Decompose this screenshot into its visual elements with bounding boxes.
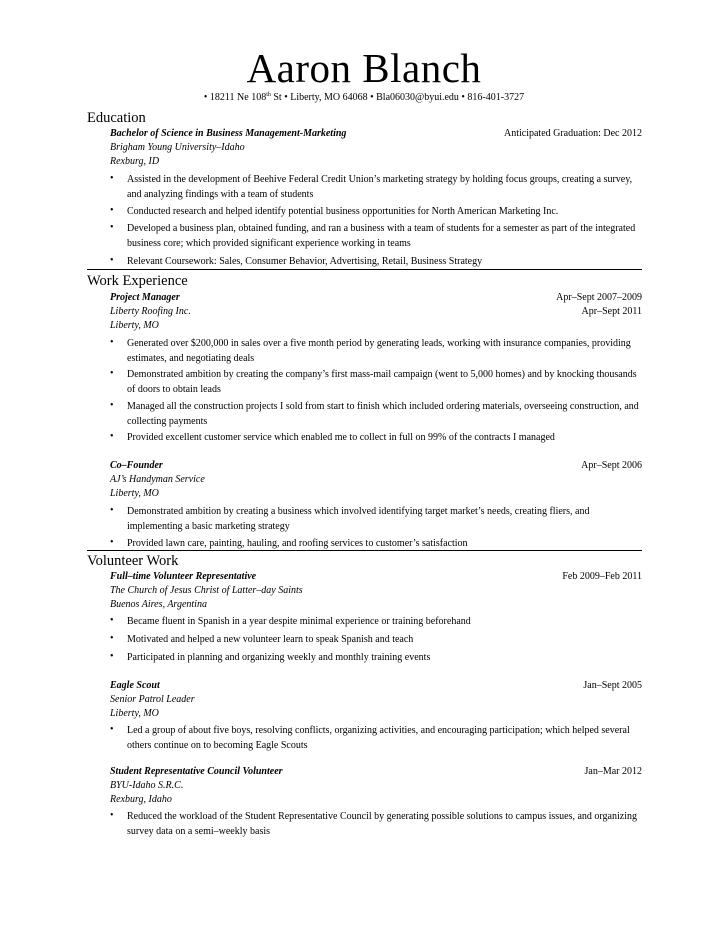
job-title: Co–Founder <box>110 460 163 471</box>
section-divider <box>87 269 642 270</box>
job-date: Apr–Sept 2007–2009 <box>556 292 642 303</box>
degree-name: Bachelor of Science in Business Management-Marketing <box>110 128 347 139</box>
job-bullet: • Generated over $200,000 in sales over a five month period by generating leads, working with insurance companies, providing estimates, and negotiating deals <box>110 337 631 364</box>
education-heading: Education <box>87 110 146 126</box>
contact-ordinal-suffix: th <box>266 92 271 98</box>
role-bullet: • Motivated and helped a new volunteer learn to speak Spanish and teach <box>110 633 414 645</box>
bullet-dot-icon: • <box>110 724 114 735</box>
job-bullet: • Demonstrated ambition by creating the company’s first mass-mail campaign (went to 5,000 homes) and by knocking thousands of doors to obtain leads <box>110 368 637 395</box>
job-bullet: • Managed all the construction projects I sold from start to finish which included ordering materials, overseeing construction, and collecting payments <box>110 400 639 427</box>
school-location: Rexburg, ID <box>110 156 160 167</box>
bullet-dot-icon: • <box>110 400 114 411</box>
school-name: Brigham Young University–Idaho <box>110 142 245 153</box>
bullet-dot-icon: • <box>110 173 114 184</box>
role-title-row <box>110 570 642 583</box>
job-title: Project Manager <box>110 292 180 303</box>
bullet-dot-icon: • <box>110 810 114 821</box>
job-bullet: • Demonstrated ambition by creating a business which involved identifying target market’s needs, creating fliers, and implementing a basic marketing strategy <box>110 505 590 532</box>
job-location: Liberty, MO <box>110 320 159 331</box>
bullet-dot-icon: • <box>110 505 114 516</box>
role-location: Liberty, MO <box>110 708 159 719</box>
job-location: Liberty, MO <box>110 488 159 499</box>
job-date: Apr–Sept 2006 <box>581 460 642 471</box>
contact-line <box>0 92 728 104</box>
education-bullet: • Conducted research and helped identify potential business opportunities for North American Marketing Inc. <box>110 205 559 217</box>
bullet-dot-icon: • <box>110 222 114 233</box>
role-bullet: • Participated in planning and organizing weekly and monthly training events <box>110 651 431 663</box>
role-date: Jan–Mar 2012 <box>584 766 642 777</box>
role-date: Jan–Sept 2005 <box>583 680 642 691</box>
candidate-name: Aaron Blanch <box>246 45 482 91</box>
bullet-dot-icon: • <box>110 255 114 266</box>
role-org: The Church of Jesus Christ of Latter–day Saints <box>110 585 303 596</box>
contact-address-start: • 18211 Ne 108 <box>203 92 267 103</box>
role-date: Feb 2009–Feb 2011 <box>562 571 642 582</box>
job-org: Liberty Roofing Inc. <box>110 306 191 317</box>
role-org: Senior Patrol Leader <box>110 694 195 705</box>
role-location: Buenos Aires, Argentina <box>110 599 207 610</box>
role-org: BYU-Idaho S.R.C. <box>110 780 184 791</box>
bullet-dot-icon: • <box>110 431 114 442</box>
job-bullet: • Provided lawn care, painting, hauling, and roofing services to customer’s satisfaction <box>110 537 468 549</box>
role-title-row <box>110 679 642 692</box>
education-bullet: • Relevant Coursework: Sales, Consumer Behavior, Advertising, Retail, Business Strategy <box>110 255 483 267</box>
education-bullet: • Developed a business plan, obtained funding, and ran a business with a team of students for a semester as part of the integrated business core; which provided significant experience working in teams <box>110 222 636 249</box>
volunteer-heading: Volunteer Work <box>87 553 179 569</box>
education-bullet: • Assisted in the development of Beehive Federal Credit Union’s marketing strategy by holding focus groups, creating a survey, and analyzing findings with a team of students <box>110 173 633 200</box>
role-title: Eagle Scout <box>110 680 160 691</box>
work-heading: Work Experience <box>87 273 188 289</box>
role-bullet: • Became fluent in Spanish in a year despite minimal experience or training beforehand <box>110 615 471 627</box>
job-date-secondary: Apr–Sept 2011 <box>581 306 642 317</box>
role-bullet: • Led a group of about five boys, resolving conflicts, organizing activities, and encouraging participation; which helped several others continue on to becoming Eagle Scouts <box>110 724 630 751</box>
role-title: Full–time Volunteer Representative <box>110 571 257 582</box>
contact-rest: St • Liberty, MO 64068 • Bla06030@byui.edu • 816-401-3727 <box>270 92 525 103</box>
bullet-dot-icon: • <box>110 337 114 348</box>
job-org: AJ’s Handyman Service <box>110 474 205 485</box>
job-bullet: • Provided excellent customer service which enabled me to collect in full on 99% of the contracts I managed <box>110 431 555 443</box>
graduation-date: Anticipated Graduation: Dec 2012 <box>503 128 642 139</box>
role-location: Rexburg, Idaho <box>110 794 172 805</box>
bullet-dot-icon: • <box>110 651 114 662</box>
job-title-row <box>110 459 642 472</box>
bullet-dot-icon: • <box>110 633 114 644</box>
bullet-dot-icon: • <box>110 537 114 548</box>
role-title-row <box>110 765 642 778</box>
bullet-dot-icon: • <box>110 615 114 626</box>
bullet-dot-icon: • <box>110 368 114 379</box>
bullet-dot-icon: • <box>110 205 114 216</box>
role-title: Student Representative Council Volunteer <box>110 766 283 777</box>
job-title-row <box>110 291 642 304</box>
section-divider <box>87 550 642 551</box>
job-org-row <box>110 305 642 318</box>
role-bullet: • Reduced the workload of the Student Representative Council by generating possible solutions to campus issues, and organizing survey data on a semi–weekly basis <box>110 810 637 837</box>
education-degree-row <box>110 127 642 140</box>
